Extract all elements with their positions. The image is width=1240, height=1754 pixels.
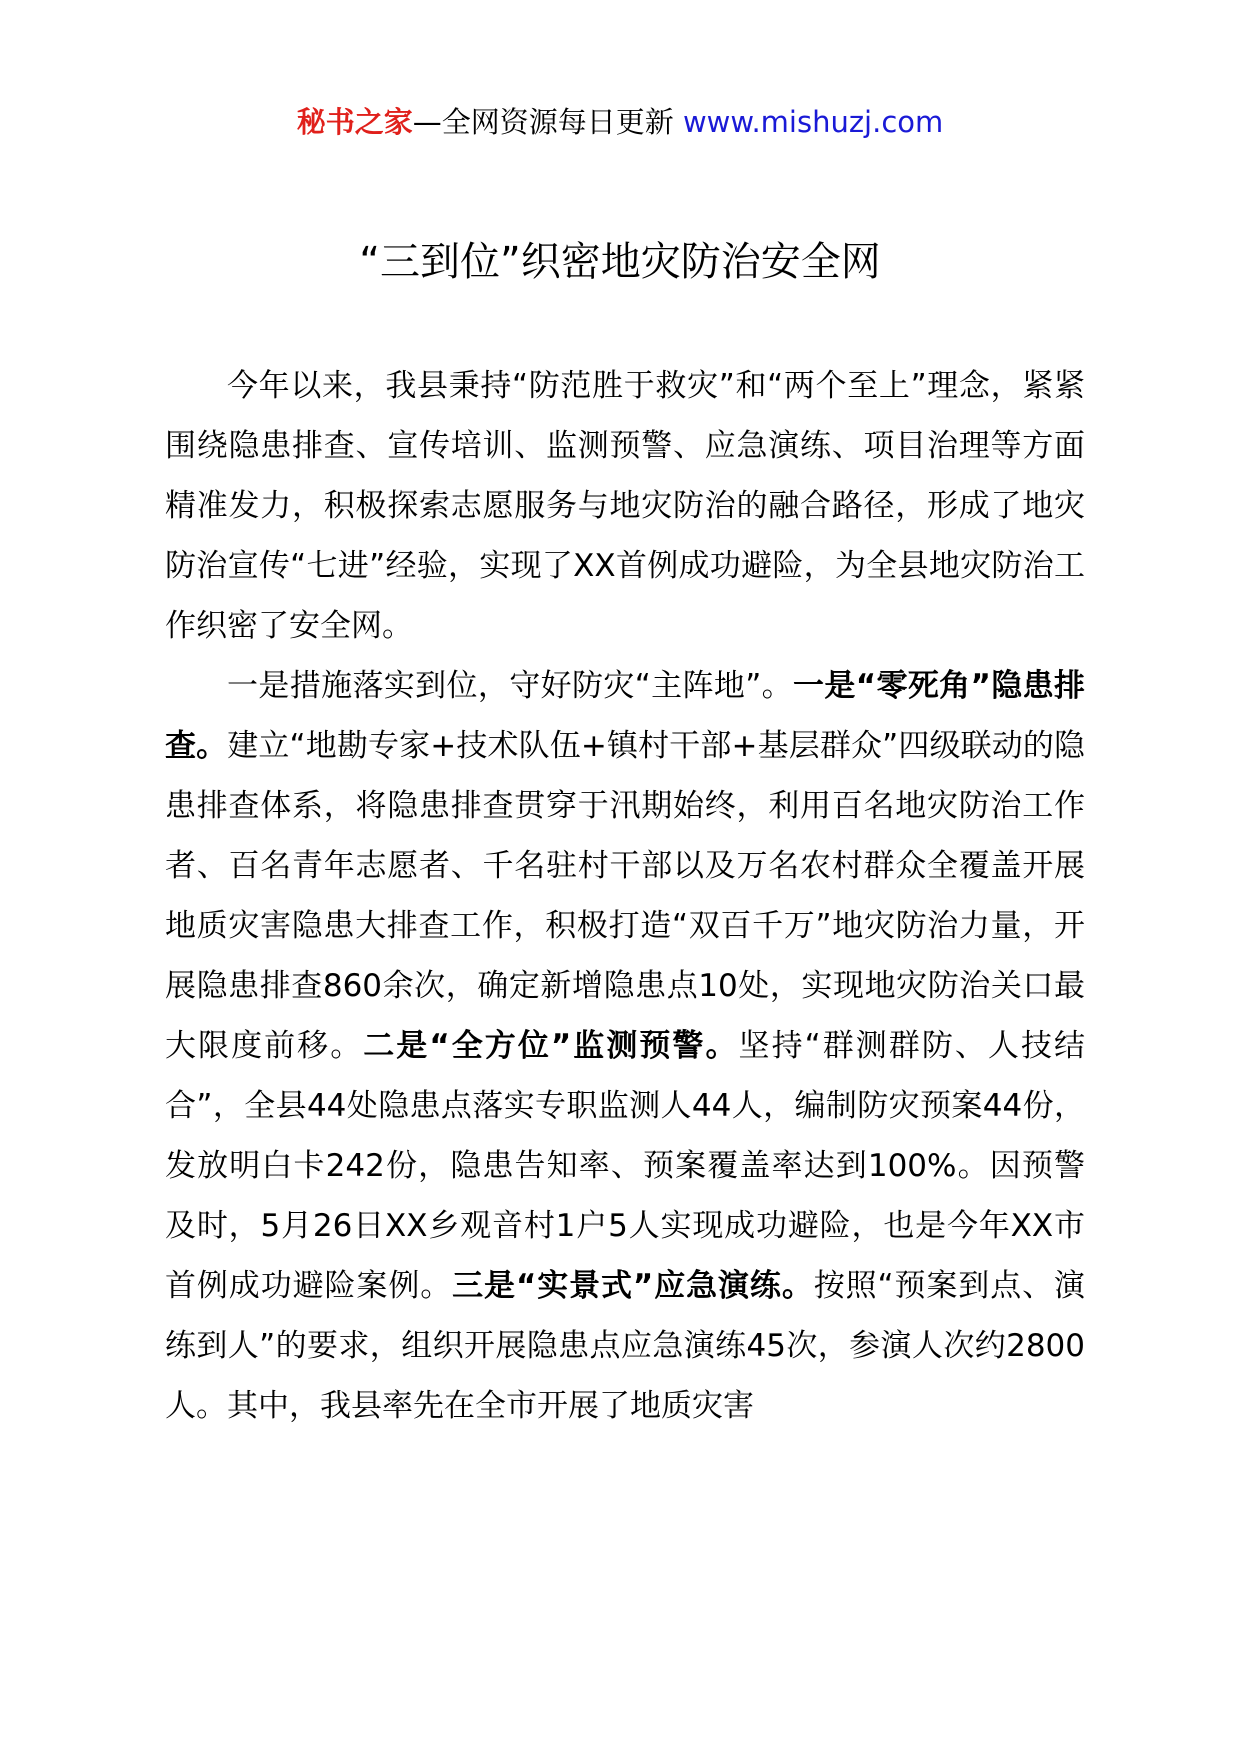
subsection-title-2: 二是“全方位”监测预警。 [363,1028,739,1064]
section-heading: 一是措施落实到位，守好防灾“主阵地”。 [227,668,793,704]
document-body [165,356,1085,1436]
intro-paragraph: 今年以来，我县秉持“防范胜于救灾”和“两个至上”理念，紧紧围绕隐患排查、宣传培训、监测预警、应急演练、项目治理等方面精准发力，积极探索志愿服务与地灾防治的融合路径，形成了地灾防治宣传“七进”经验，实现了XX首例成功避险，为全县地灾防治工作织密了安全网。 [165,368,1085,644]
subsection-title-1: 一是“零死角”隐患排查。 [165,668,1086,764]
subsection-text-2: 坚持“群测群防、人技结合”，全县44处隐患点落实专职监测人44人，编制防灾预案44份，发放明白卡242份，隐患告知率、预案覆盖率达到100%。因预警及时，5月26日XX乡观音村1户5人实现成功避险，也是今年XX市首例成功避险案例。 [165,1028,1086,1304]
document-title: “三到位”织密地灾防治安全网 [359,239,881,285]
header-tagline: —全网资源每日更新 [412,105,683,139]
subsection-title-3: 三是“实景式”应急演练。 [452,1268,814,1304]
subsection-text-1: 建立“地勘专家+技术队伍+镇村干部+基层群众”四级联动的隐患排查体系，将隐患排查贯穿于汛期始终，利用百名地灾防治工作者、百名青年志愿者、千名驻村干部以及万名农村群众全覆盖开展地质灾害隐患大排查工作，积极打造“双百千万”地灾防治力量，开展隐患排查860余次，确定新增隐患点10处，实现地灾防治关口最大限度前移。 [165,728,1085,1064]
brand-name: 秘书之家 [296,105,413,139]
page-header [0,100,1240,144]
subsection-text-3: 按照“预案到点、演练到人”的要求，组织开展隐患点应急演练45次，参演人次约2800人。其中，我县率先在全市开展了地质灾害 [165,1268,1086,1424]
section-paragraph [165,656,1085,1436]
site-url-link[interactable]: www.mishuzj.com [682,105,944,139]
